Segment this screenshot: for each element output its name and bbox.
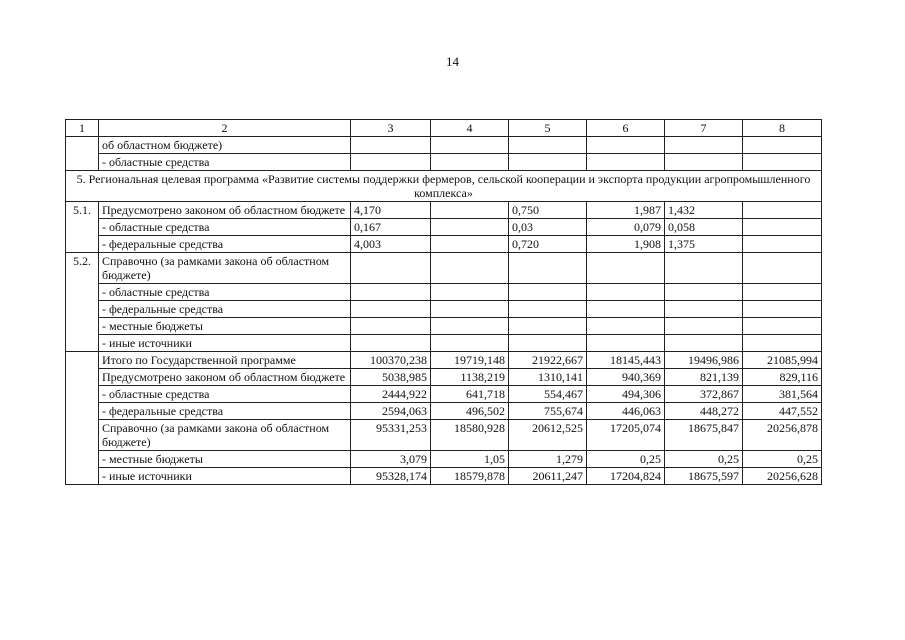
total-row: [66, 451, 822, 468]
row-number-cell: [66, 352, 99, 485]
value-cell: 1,279: [509, 451, 587, 468]
value-cell: 0,079: [587, 219, 665, 236]
table-row: [66, 318, 822, 335]
header-row: [66, 120, 822, 137]
total-row: [66, 468, 822, 485]
value-cell: 0,750: [509, 202, 587, 219]
value-cell: 372,867: [665, 386, 743, 403]
row-label: - иные источники: [99, 468, 351, 485]
value-cell: [431, 202, 509, 219]
value-cell: 447,552: [743, 403, 822, 420]
value-cell: 829,116: [743, 369, 822, 386]
table-row: [66, 154, 822, 171]
header-cell: 2: [99, 120, 351, 137]
value-cell: 940,369: [587, 369, 665, 386]
row-label: - федеральные средства: [99, 403, 351, 420]
total-row: [66, 403, 822, 420]
row-label: - федеральные средства: [99, 236, 351, 253]
value-cell: 2444,922: [351, 386, 431, 403]
header-cell: 3: [351, 120, 431, 137]
value-cell: 5038,985: [351, 369, 431, 386]
table-row: [66, 301, 822, 318]
value-cell: 0,058: [665, 219, 743, 236]
value-cell: 1138,219: [431, 369, 509, 386]
value-cell: 17204,824: [587, 468, 665, 485]
row-label: - местные бюджеты: [99, 318, 351, 335]
value-cell: 19719,148: [431, 352, 509, 369]
value-cell: 2594,063: [351, 403, 431, 420]
total-row: [66, 352, 822, 369]
budget-table: [65, 119, 822, 485]
value-cell: 641,718: [431, 386, 509, 403]
row-number: 5.1.: [66, 202, 99, 253]
row-label: Справочно (за рамками закона об областном бюджете): [99, 253, 351, 284]
row-label: Предусмотрено законом об областном бюджете: [99, 369, 351, 386]
value-cell: 381,564: [743, 386, 822, 403]
value-cell: 20612,525: [509, 420, 587, 451]
value-cell: 1310,141: [509, 369, 587, 386]
row-label: - областные средства: [99, 386, 351, 403]
value-cell: 0,25: [665, 451, 743, 468]
table-row: [66, 253, 822, 284]
header-cell: 4: [431, 120, 509, 137]
header-cell: 1: [66, 120, 99, 137]
value-cell: 1,908: [587, 236, 665, 253]
value-cell: 446,063: [587, 403, 665, 420]
row-label: об областном бюджете): [99, 137, 351, 154]
section-title-row: [66, 171, 822, 202]
total-row: [66, 386, 822, 403]
header-cell: 8: [743, 120, 822, 137]
row-label: Предусмотрено законом об областном бюджете: [99, 202, 351, 219]
value-cell: 19496,986: [665, 352, 743, 369]
value-cell: 4,003: [351, 236, 431, 253]
value-cell: 4,170: [351, 202, 431, 219]
row-label: - федеральные средства: [99, 301, 351, 318]
table-row: [66, 202, 822, 219]
value-cell: 100370,238: [351, 352, 431, 369]
table-row: [66, 137, 822, 154]
value-cell: 20611,247: [509, 468, 587, 485]
table-row: [66, 335, 822, 352]
header-cell: 7: [665, 120, 743, 137]
value-cell: [743, 236, 822, 253]
value-cell: 496,502: [431, 403, 509, 420]
value-cell: 0,25: [587, 451, 665, 468]
row-label: - областные средства: [99, 284, 351, 301]
value-cell: 448,272: [665, 403, 743, 420]
header-cell: 5: [509, 120, 587, 137]
value-cell: 18675,597: [665, 468, 743, 485]
value-cell: 1,987: [587, 202, 665, 219]
value-cell: 0,720: [509, 236, 587, 253]
value-cell: 21085,994: [743, 352, 822, 369]
header-cell: 6: [587, 120, 665, 137]
value-cell: 3,079: [351, 451, 431, 468]
total-row: [66, 369, 822, 386]
page-number: 14: [446, 54, 459, 69]
value-cell: [743, 219, 822, 236]
value-cell: 1,375: [665, 236, 743, 253]
value-cell: [431, 236, 509, 253]
value-cell: 821,139: [665, 369, 743, 386]
value-cell: 20256,878: [743, 420, 822, 451]
value-cell: [743, 202, 822, 219]
value-cell: 95328,174: [351, 468, 431, 485]
value-cell: 1,432: [665, 202, 743, 219]
value-cell: 0,167: [351, 219, 431, 236]
table-row: [66, 219, 822, 236]
value-cell: 755,674: [509, 403, 587, 420]
row-label: - областные средства: [99, 154, 351, 171]
value-cell: 18145,443: [587, 352, 665, 369]
value-cell: 494,306: [587, 386, 665, 403]
value-cell: 0,03: [509, 219, 587, 236]
row-number: 5.2.: [66, 253, 99, 352]
value-cell: 20256,628: [743, 468, 822, 485]
value-cell: 21922,667: [509, 352, 587, 369]
total-row: [66, 420, 822, 451]
value-cell: 0,25: [743, 451, 822, 468]
row-label: - иные источники: [99, 335, 351, 352]
value-cell: 554,467: [509, 386, 587, 403]
row-label: Справочно (за рамками закона об областном бюджете): [99, 420, 351, 451]
value-cell: 18675,847: [665, 420, 743, 451]
value-cell: 1,05: [431, 451, 509, 468]
value-cell: 17205,074: [587, 420, 665, 451]
table-row: [66, 284, 822, 301]
section-title: 5. Региональная целевая программа «Развитие системы поддержки фермеров, сельской кооперации и экспорта продукции агропромышленного комплекса»: [66, 171, 822, 202]
row-label: Итого по Государственной программе: [99, 352, 351, 369]
value-cell: 95331,253: [351, 420, 431, 451]
row-label: - областные средства: [99, 219, 351, 236]
value-cell: 18579,878: [431, 468, 509, 485]
value-cell: [431, 219, 509, 236]
row-label: - местные бюджеты: [99, 451, 351, 468]
value-cell: 18580,928: [431, 420, 509, 451]
row-number-cell: [66, 137, 99, 171]
table-row: [66, 236, 822, 253]
